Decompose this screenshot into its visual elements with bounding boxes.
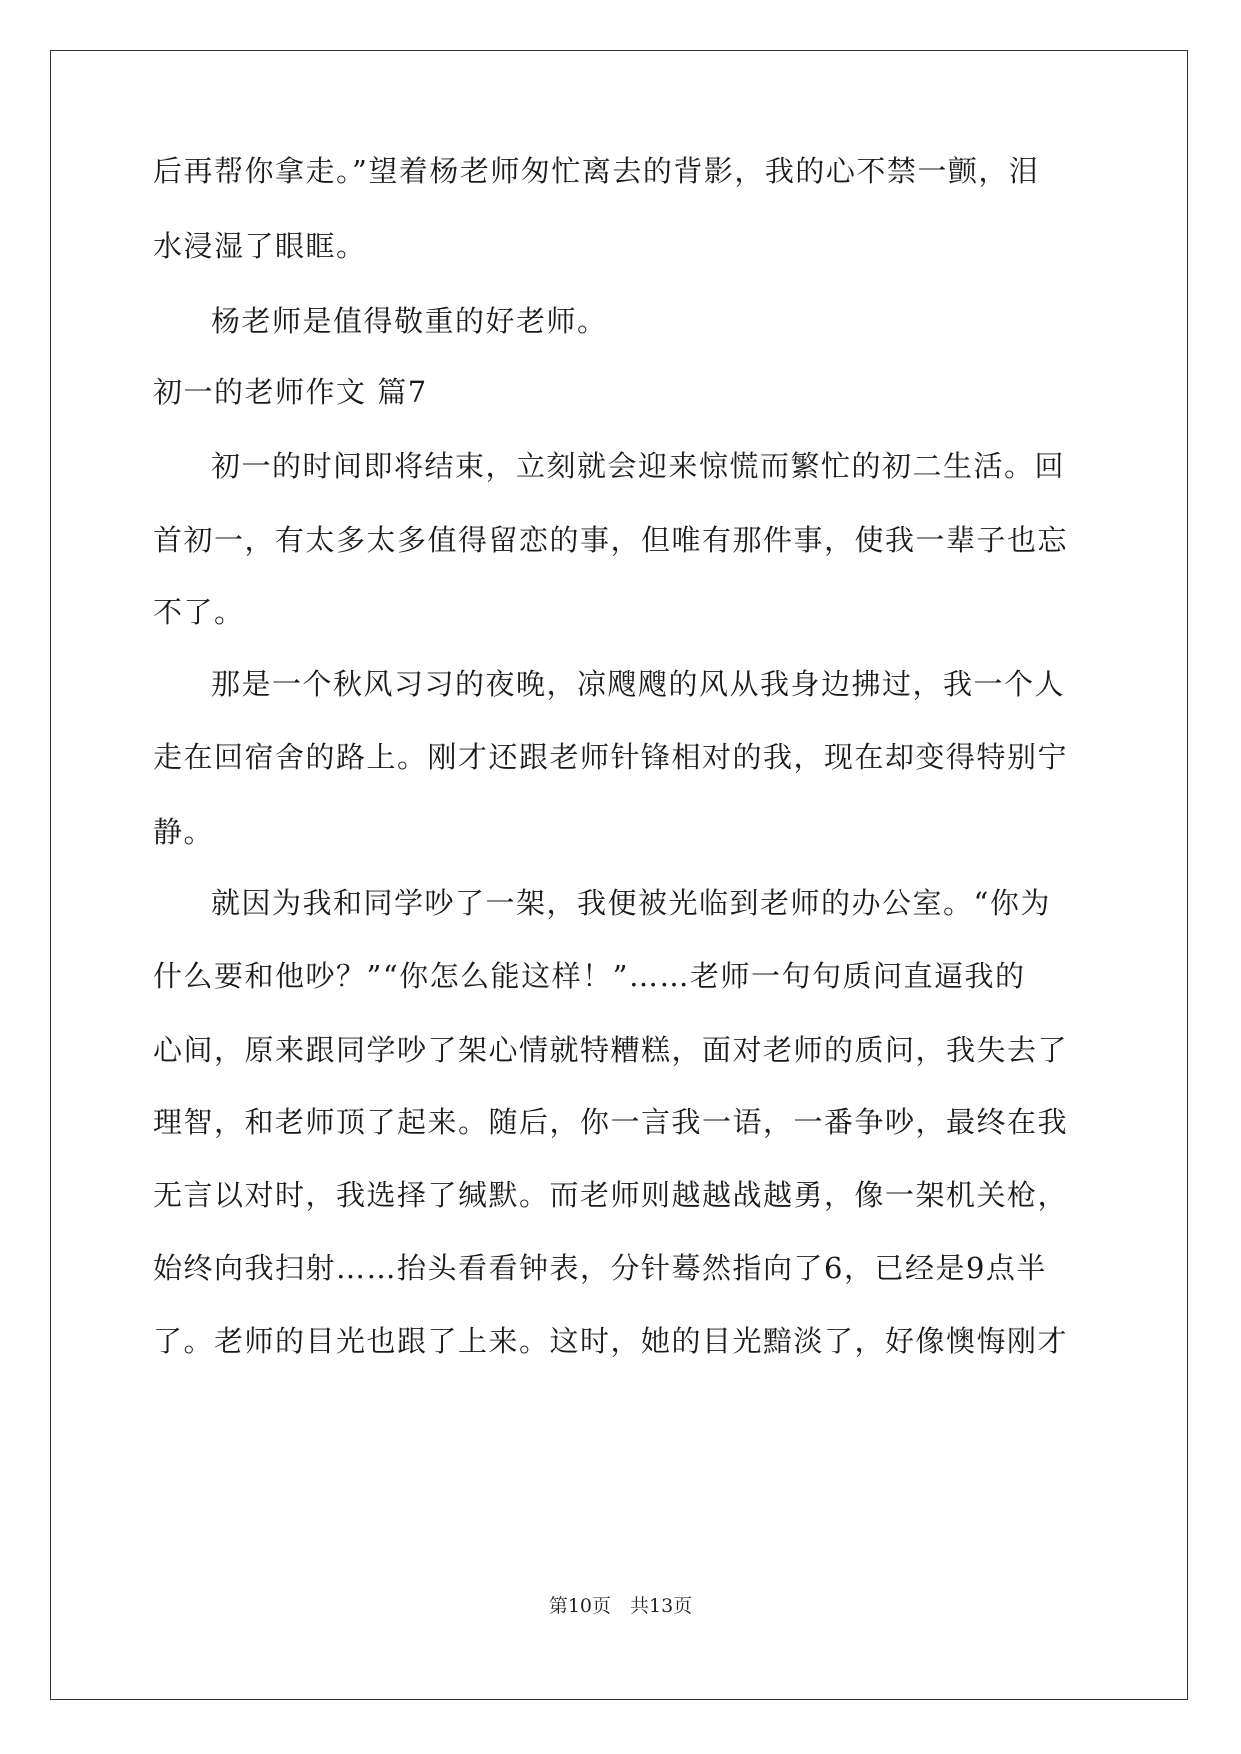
text-line: 理智，和老师顶了起来。随后，你一言我一语，一番争吵，最终在我: [153, 1105, 1069, 1139]
text-line: 心间，原来跟同学吵了架心情就特糟糕，面对老师的质问，我失去了: [153, 1033, 1069, 1067]
text-line: 不了。: [153, 595, 245, 629]
text-line: 走在回宿舍的路上。刚才还跟老师针锋相对的我，现在却变得特别宁: [153, 740, 1069, 774]
text-line: 水浸湿了眼眶。: [153, 229, 367, 263]
text-line: 了。老师的目光也跟了上来。这时，她的目光黯淡了，好像懊悔刚才: [153, 1324, 1069, 1358]
text-line: 什么要和他吵？”“你怎么能这样！”……老师一句句质问直逼我的: [153, 959, 1026, 993]
page-border: [50, 50, 1188, 1700]
text-line: 首初一，有太多太多值得留恋的事，但唯有那件事，使我一辈子也忘: [153, 523, 1069, 557]
text-line: 就因为我和同学吵了一架，我便被光临到老师的办公室。“你为: [211, 886, 1051, 920]
text-line: 杨老师是值得敬重的好老师。: [211, 304, 608, 338]
page-footer: 第10页 共13页: [548, 1595, 693, 1617]
text-line: 静。: [153, 815, 215, 849]
text-line: 初一的时间即将结束，立刻就会迎来惊慌而繁忙的初二生活。回: [211, 449, 1066, 483]
section-heading: 初一的老师作文 篇7: [153, 375, 428, 409]
text-line: 无言以对时，我选择了缄默。而老师则越越战越勇，像一架机关枪，: [153, 1178, 1069, 1212]
text-line: 那是一个秋风习习的夜晚，凉飕飕的风从我身边拂过，我一个人: [211, 667, 1066, 701]
text-line: 始终向我扫射……抬头看看钟表，分针蓦然指向了6，已经是9点半: [153, 1251, 1047, 1285]
text-line: 后再帮你拿走。”望着杨老师匆忙离去的背影，我的心不禁一颤，泪: [153, 154, 1040, 188]
